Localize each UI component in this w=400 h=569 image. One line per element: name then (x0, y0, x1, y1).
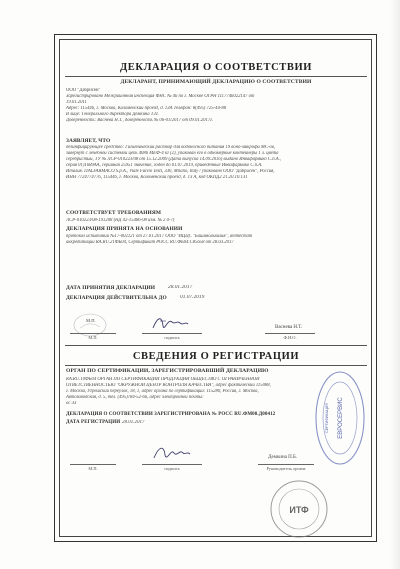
registration-title: СВЕДЕНИЯ О РЕГИСТРАЦИИ (132, 351, 300, 362)
registration-signature-icon (150, 440, 192, 466)
signature-caption: подпись (164, 335, 180, 340)
claims-line: Италия. ITALFARMACO S.p.A., Viale Fulvio Testi, 330, Milano, Italy / упаковано ООО "Дабрисен", Россия, (66, 169, 275, 174)
registration-signer-caption: Руководитель органа (266, 466, 306, 471)
title-underline (65, 76, 367, 77)
registration-line: ОТВЕТСТВЕННОСТЬЮ "ОКРУЖНОЙ ЦЕНТР КОНТРОЛЯ КАЧЕСТВА", адрес фактический 115088, (66, 383, 271, 388)
signer-line (265, 333, 315, 334)
stamp-text-side: СЕРТИФИКАЦИЯ (325, 403, 329, 433)
declarant-line: 19.01.2011 (66, 100, 87, 105)
registration-line: RA.RU.10ФБ04 ОРГАН ПО СЕРТИФИКАЦИИ ПРОДУКЦИИ ОБЩЕСТВО С ОГРАНИЧЕННОЙ (66, 377, 260, 382)
declarant-line: В лице: Генерального директора Демкина Т.П. (66, 112, 159, 117)
registration-number-label: ДЕКЛАРАЦИЯ О СООТВЕТСТВИИ ЗАРЕГИСТРИРОВАНА № РОСС RU.ФМ08.Д00412 (66, 412, 276, 417)
registration-line: Автозаводская, д. 5, тел. (495)784-52-66, адрес электронной почты: (66, 395, 204, 400)
registration-signer-name: Демкина П.Б. (268, 455, 298, 460)
declarant-subtitle: ДЕКЛАРАНТ, ПРИНИМАЮЩИЙ ДЕКЛАРАЦИЮ О СООТВЕТСТВИИ (120, 79, 312, 85)
declaration-signer-name: Васнева Н.Т. (275, 325, 303, 330)
registration-signature-line (142, 464, 202, 465)
basis-line: аккредитации RA.RU.21ФБ04, Сертификат РОСС RU.ФБ04.С85658 от 28.03.2017 (66, 240, 234, 245)
valid-until-value: 01.07.2019 (180, 295, 205, 300)
basis-line: протокол испытаний №17-002121 от 27.01.2017 ООО "ИЦЦС "Башинольвилия", аттестат (66, 234, 253, 239)
declaration-title: ДЕКЛАРАЦИЯ О СООТВЕТСТВИИ (119, 62, 313, 73)
basis-heading: ДЕКЛАРАЦИЯ ПРИНЯТА НА ОСНОВАНИИ (66, 226, 183, 232)
claims-line: дезинфицирующее средство: Гигиенический раствор для водоносного питания 19 воно-микрофи МС-ов, (66, 145, 276, 150)
stamp-text-main: ЕВРОСЕРВИС (338, 397, 344, 439)
stamp-mark-caption: М.П. (86, 318, 96, 323)
claims-line: серебристый, ТУ № ЛСР-010223/08 от 15.12.2009 (Дата выпуска 14.09.2016) выдано Инвафармико С.п.А., (66, 157, 281, 162)
claims-line: завернут с лечебной системой цепь 4086 МЕФ-4 кг (2), упакован его в одномерные контейнеры 1 л. цвета (66, 151, 279, 156)
registration-signature-caption: подпись (164, 466, 180, 471)
stamp-caption: М.П. (88, 335, 98, 340)
registration-line: г. Москва, Угрешский переулок, 18, 1, адрес органа по сертификации: 115280, Россия, г. Москва, (66, 389, 259, 394)
registration-subtitle: ОРГАН ПО СЕРТИФИКАЦИИ, ЗАРЕГИСТРИРОВАВШИЙ ДЕКЛАРАЦИЮ (66, 368, 269, 374)
registration-stamp-caption: М.П. (88, 466, 98, 471)
section-divider (65, 345, 367, 346)
circular-stamp-icon (268, 478, 330, 540)
round-blue-stamp-icon (312, 368, 368, 468)
valid-until-label: ДЕКЛАРАЦИЯ ДЕЙСТВИТЕЛЬНА ДО (66, 295, 167, 301)
requirements-line: ЛСР-010223/08-191208 (НД 42-15486-08 изм. № 2 4-7) (66, 218, 175, 223)
signature-icon (150, 312, 190, 334)
declarant-line: Зарегистрировано Межрайонная инспекция ФНС № 46 по г. Москве ОГРН 1117746022147 от (66, 94, 255, 99)
claims-heading: ЗАЯВЛЯЕТ, ЧТО (66, 138, 111, 144)
signature-line (142, 333, 202, 334)
requirements-heading: СООТВЕТСТВУЕТ ТРЕБОВАНИЯМ (66, 210, 162, 216)
date-accepted-label: ДАТА ПРИНЯТИЯ ДЕКЛАРАЦИИ (66, 285, 156, 291)
registration-date-value: 28.01.2017 (122, 420, 145, 425)
declarant-line: Адрес: 115446, г. Москва, Коломенский проезд, д. 13А Телефон: 8(495) 725-44-88 (66, 106, 227, 111)
registration-title-underline (65, 365, 367, 366)
date-accepted-value: 28.01.2017 (168, 285, 193, 290)
declarant-line: Доверенность: Васнева Н.Т., доверенность № 06-01/2017 от 09.01.2017г. (66, 118, 214, 123)
claims-line: ИНН 7724774776, 115446, г. Москва, Коломенский проезд, д. 13 А, код ОКПД2 21.20.10.131 (66, 175, 248, 180)
registration-date-label: ДАТА РЕГИСТРАЦИИ (66, 420, 121, 425)
stamp-line (70, 333, 116, 334)
registration-signer-line (258, 464, 314, 465)
signer-caption: Ф.И.О. (283, 335, 297, 340)
registration-stamp-line (70, 464, 116, 465)
circular-stamp-text: ИТФ (289, 505, 309, 515)
registration-line: ос 33 (66, 401, 77, 406)
page-edge-shadow (390, 0, 400, 569)
declarant-line: ООО "Дабрисен" (66, 88, 101, 93)
claims-line: серия 01)1689АА, серийная 25951 значение, годен до 01.07.2019, приведённые Инвафармико С.п.А. (66, 163, 263, 168)
